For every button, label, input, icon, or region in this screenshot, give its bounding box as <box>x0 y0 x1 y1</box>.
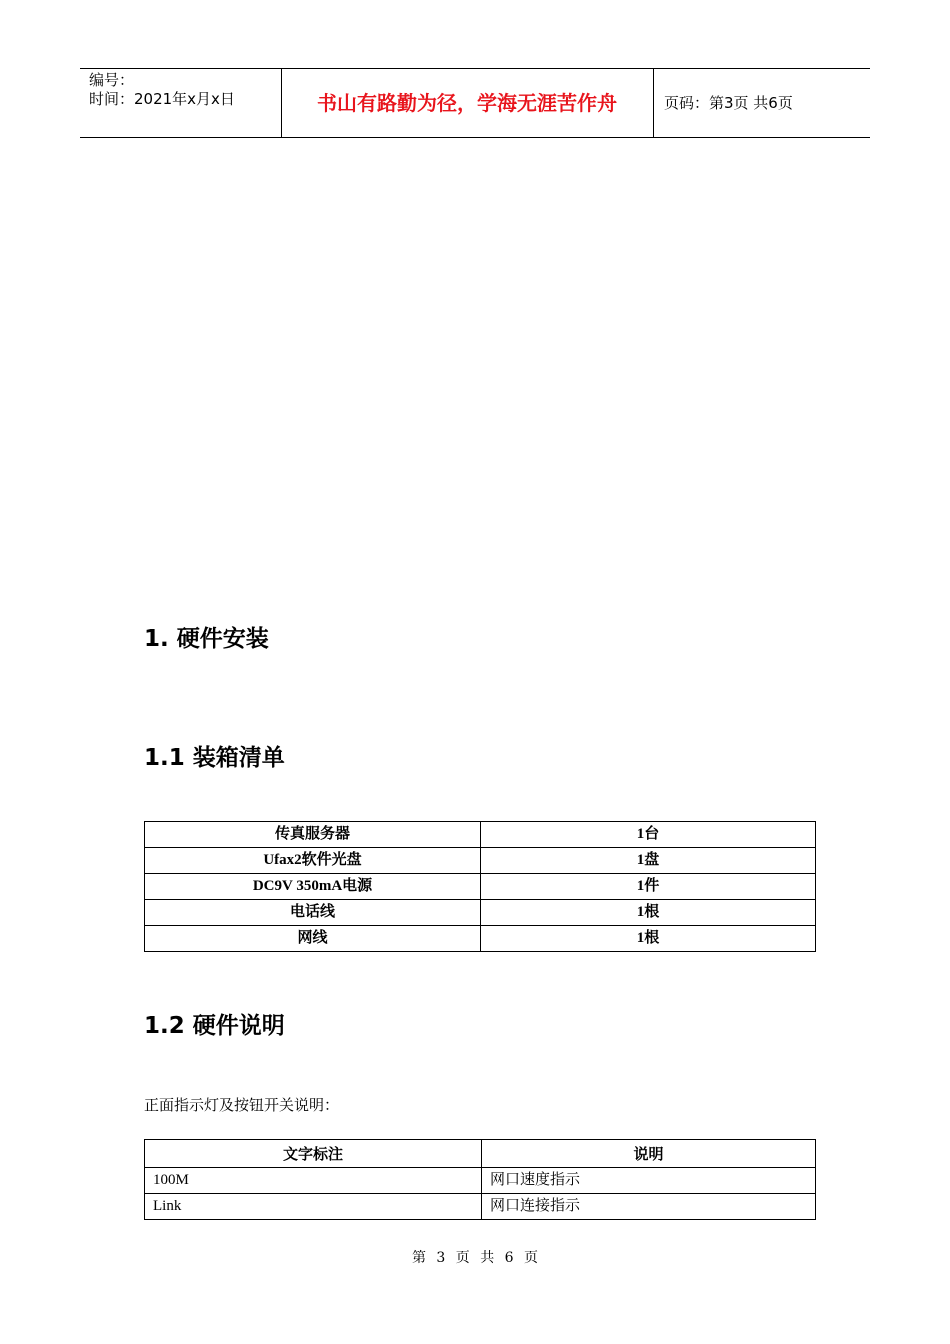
header-motto-cell <box>281 69 654 137</box>
page-footer: 第 3 页 共 6 页 <box>411 1250 539 1266</box>
table-row <box>145 874 816 900</box>
packing-list-table <box>144 821 816 952</box>
qty-cell: 1根 <box>481 900 816 926</box>
desc-cell: 网口连接指示 <box>482 1194 816 1220</box>
qty-cell: 1件 <box>481 874 816 900</box>
table-row <box>145 900 816 926</box>
section-heading-hardware-install: 1. 硬件安装 <box>144 626 269 652</box>
table-row <box>145 926 816 952</box>
qty-cell: 1根 <box>481 926 816 952</box>
desc-cell: 网口速度指示 <box>482 1168 816 1194</box>
item-cell: Ufax2软件光盘 <box>145 848 481 874</box>
section-heading-packing-list: 1.1 装箱清单 <box>144 745 285 771</box>
item-cell: DC9V 350mA电源 <box>145 874 481 900</box>
table-row <box>145 1168 816 1194</box>
table-row <box>145 822 816 848</box>
header-meta-cell <box>80 69 282 137</box>
page-info: 页码：第3页 共6页 <box>664 94 793 112</box>
time-label: 时间：2021年x月x日 <box>89 90 235 108</box>
page-header <box>80 68 870 138</box>
intro-text: 正面指示灯及按钮开关说明： <box>144 1096 340 1114</box>
motto-text: 书山有路勤为径，学海无涯苦作舟 <box>317 91 617 115</box>
item-cell: 传真服务器 <box>145 822 481 848</box>
qty-cell: 1盘 <box>481 848 816 874</box>
item-cell: 网线 <box>145 926 481 952</box>
section-heading-hardware-desc: 1.2 硬件说明 <box>144 1013 285 1039</box>
label-cell: 100M <box>145 1168 482 1194</box>
table-row <box>145 1194 816 1220</box>
qty-cell: 1台 <box>481 822 816 848</box>
column-header-label: 文字标注 <box>145 1140 482 1168</box>
label-cell: Link <box>145 1194 482 1220</box>
item-cell: 电话线 <box>145 900 481 926</box>
header-page-cell <box>654 69 870 137</box>
table-row <box>145 848 816 874</box>
indicator-table <box>144 1139 816 1220</box>
number-label: 编号： <box>89 71 135 89</box>
table-header-row <box>145 1140 816 1168</box>
column-header-desc: 说明 <box>482 1140 816 1168</box>
